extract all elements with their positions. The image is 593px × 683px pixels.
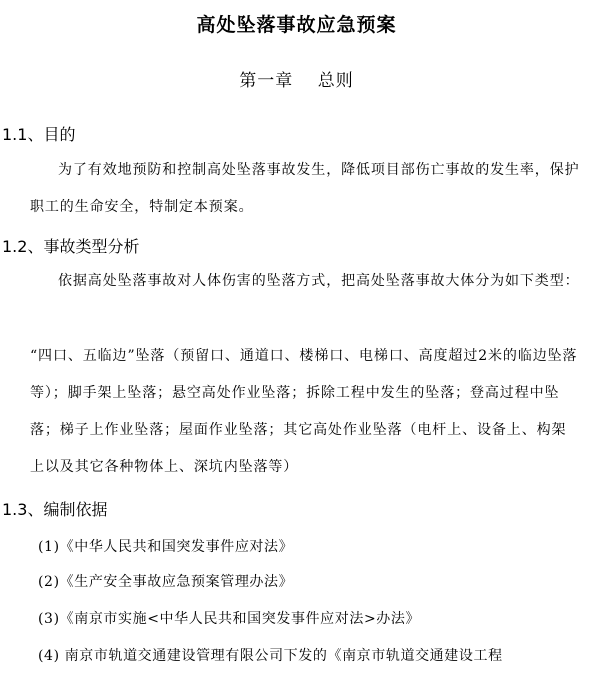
section-heading-accident-types: 1.2、事故类型分析 <box>2 237 140 256</box>
chapter-heading: 第一章 总则 <box>239 71 354 91</box>
section-heading-purpose: 1.1、目的 <box>2 125 76 144</box>
section-heading-basis: 1.3、编制依据 <box>2 500 108 519</box>
accident-types-list-paragraph: “四口、五临边”坠落（预留口、通道口、楼梯口、电梯口、高度超过2米的临边坠落等）；脚手架上坠落；悬空高处作业坠落；拆除工程中发生的坠落；登高过程中坠落；梯子上作业坠落；屋面作业坠落；其它高处作业坠落（电杆上、设备上、构架上以及其它各种物体上、深坑内坠落等） <box>30 348 578 475</box>
purpose-paragraph: 为了有效地预防和控制高处坠落事故发生，降低项目部伤亡事故的发生率，保护职工的生命安全，特制定本预案。 <box>30 162 580 215</box>
reference-item: (4) 南京市轨道交通建设管理有限公司下发的《南京市轨道交通建设工程 <box>38 648 503 664</box>
reference-item: (1)《中华人民共和国突发事件应对法》 <box>38 539 294 555</box>
reference-item: (2)《生产安全事故应急预案管理办法》 <box>38 574 294 590</box>
accident-types-intro-paragraph: 依据高处坠落事故对人体伤害的坠落方式，把高处坠落事故大体分为如下类型： <box>58 273 580 289</box>
document-title: 高处坠落事故应急预案 <box>196 14 397 36</box>
reference-item: (3)《南京市实施<中华人民共和国突发事件应对法>办法》 <box>38 611 421 627</box>
